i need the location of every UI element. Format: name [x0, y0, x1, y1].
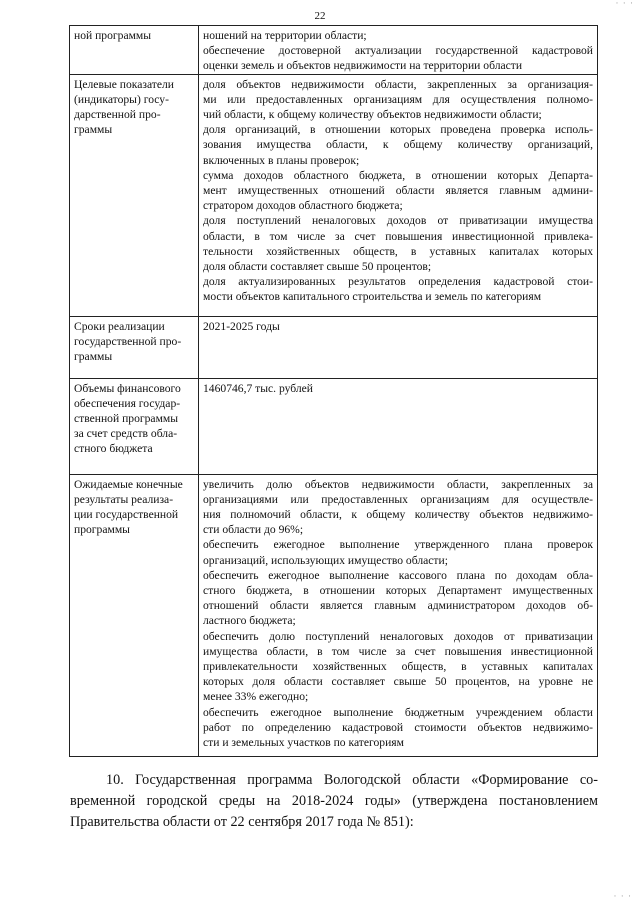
row-value-line: ния полномочий области, к общему количеству объектов недвижимо- [203, 508, 593, 522]
row-value-line: мости объектов капитального строительства и земель по категориям [203, 290, 542, 304]
paragraph-line: 10. Государственная программа Вологодской области «Формирование со- [106, 772, 598, 788]
page-number: 22 [314, 10, 326, 22]
program-passport-table [69, 25, 598, 757]
row-value-line: чий области, к общему количеству объектов недвижимости области; [203, 108, 542, 122]
row-value-line: обеспечить ежегодное выполнение бюджетным учреждением области [203, 705, 593, 719]
row-value-line: включенных в планы проверок; [203, 153, 360, 167]
row-value-line: ношений на территории области; [203, 29, 367, 42]
row-value-line: мент имущественных отношений области является главным админи- [203, 184, 593, 198]
row-value-line: стного бюджета, в отношении которых Департамент имущественных [203, 584, 593, 598]
row-value-line: ми или предоставленных организациям для осуществления полномо- [203, 92, 593, 106]
paragraph-line: Правительства области от 22 сентября 2017 года № 851): [70, 814, 414, 830]
row-value-line: организаций, использующих имущество области; [203, 553, 448, 567]
row-label-line: Ожидаемые конечные [74, 477, 183, 491]
table-row [70, 474, 598, 756]
row-value-line: обеспечить ежегодное выполнение кассового плана по доходам обла- [203, 568, 593, 582]
row-label-cell [70, 474, 199, 756]
section-paragraph [70, 770, 598, 833]
table-row [70, 74, 598, 316]
row-label-line: обеспечения государ- [74, 396, 181, 410]
row-value-line: доля объектов недвижимости области, закрепленных за организация- [203, 77, 593, 91]
row-label-cell [70, 26, 199, 75]
row-label-line: ственной программы [74, 412, 179, 426]
row-value-line: которых доля области составляет свыше 50 процентов, на уровне не [203, 675, 593, 689]
row-value-line: стратором доходов областного бюджета; [203, 199, 403, 213]
row-value-line: сти и земельных участков по категориям [203, 736, 404, 750]
row-label-line: ной программы [74, 29, 152, 42]
row-label-line: программы [74, 523, 130, 537]
row-label-line: результаты реализа- [74, 492, 174, 506]
row-label-cell [70, 74, 199, 316]
row-label-line: государственной про- [74, 334, 182, 348]
row-value-cell [199, 474, 598, 756]
row-value-line: ластного бюджета; [203, 614, 296, 628]
row-value-line: доля организаций, в отношении которых проведена проверка исполь- [203, 123, 593, 137]
row-value-line: привлекательности хозяйственных обществ, в уставных капиталах [203, 660, 593, 674]
row-value-line: зования имущества области, к общему количеству организаций, [203, 138, 593, 152]
row-label-line: Объемы финансового [74, 381, 181, 395]
table-row [70, 378, 598, 474]
row-value-line: обеспечение достоверной актуализации государственной кадастровой [203, 44, 593, 58]
row-value-line: тельности хозяйственных обществ, в уставных капиталах которых [203, 244, 593, 258]
row-label-line: Сроки реализации [74, 319, 165, 333]
row-value-line: оценки земель и объектов недвижимости на территории области [203, 59, 523, 73]
row-value-cell [199, 26, 598, 75]
row-value-line: отношений области является главным администратором доходов об- [203, 599, 593, 613]
row-value-line: менее 33% ежегодно; [203, 690, 309, 704]
row-value-line: доля актуализированных результатов определения кадастровой стои- [203, 275, 593, 289]
row-label-line: Целевые показатели [74, 77, 174, 91]
row-value-line: обеспечить ежегодное выполнение утвержденного плана проверок [203, 538, 593, 552]
row-value-line: организациями или предоставленных организациям для осуществле- [203, 492, 593, 506]
row-value-cell [199, 74, 598, 316]
row-value-line: 1460746,7 тыс. рублей [203, 381, 314, 395]
row-value-line: сумма доходов областного бюджета, в отношении которых Департа- [203, 168, 593, 182]
row-label-line: граммы [74, 350, 113, 364]
row-value-line: доля поступлений неналоговых доходов от приватизации имущества [203, 214, 593, 228]
row-label-line: дарственной про- [74, 108, 161, 122]
row-value-line: увеличить долю объектов недвижимости области, закрепленных за [203, 477, 593, 491]
row-label-line: (индикаторы) госу- [74, 92, 169, 106]
row-value-line: 2021-2025 годы [203, 319, 280, 333]
row-value-line: обеспечить долю поступлений неналоговых доходов от приватизации [203, 629, 593, 643]
row-value-line: области, в том числе за счет повышения инвестиционной привлека- [203, 229, 593, 243]
row-value-line: имущества области, в том числе за счет повышения инвестиционной [203, 644, 593, 658]
row-label-cell [70, 378, 199, 474]
corner-mark-bottom: · · · [613, 891, 632, 901]
row-value-cell [199, 378, 598, 474]
table-row [70, 316, 598, 378]
row-label-line: стного бюджета [74, 442, 153, 456]
corner-mark: · · · [615, 0, 634, 8]
row-label-line: за счет средств обла- [74, 427, 178, 441]
row-value-line: работ по определению кадастровой стоимости объектов недвижимо- [203, 720, 593, 734]
row-value-line: доля области составляет свыше 50 процентов; [203, 260, 432, 274]
row-label-cell [70, 316, 199, 378]
row-value-cell [199, 316, 598, 378]
row-label-line: ции государственной [74, 508, 179, 522]
row-value-line: сти области до 96%; [203, 523, 304, 537]
table-row [70, 26, 598, 75]
paragraph-line: временной городской среды на 2018-2024 годы» (утверждена постановлением [70, 793, 598, 809]
row-label-line: граммы [74, 123, 113, 137]
